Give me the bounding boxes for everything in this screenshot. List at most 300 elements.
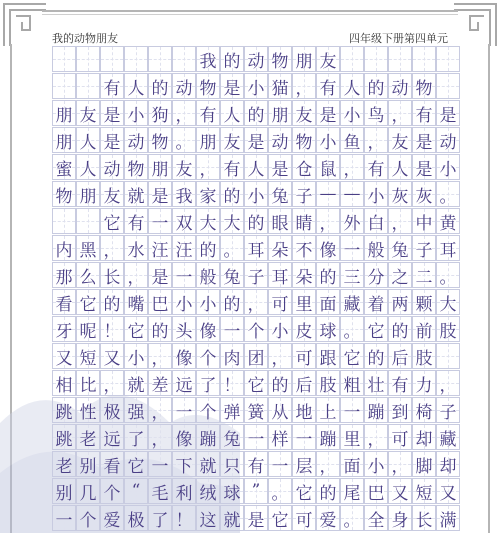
grid-cell — [100, 262, 124, 288]
grid-char: 小 — [247, 78, 265, 99]
grid-cell — [412, 235, 436, 261]
grid-cell — [436, 478, 460, 504]
grid-char: 到 — [391, 402, 409, 423]
grid-char: 的 — [103, 294, 121, 315]
grid-char: 跳 — [55, 402, 73, 423]
grid-cell — [388, 127, 412, 153]
grid-cell — [292, 316, 316, 342]
grid-char: 是 — [439, 105, 457, 126]
grid-cell — [340, 343, 364, 369]
grid-char: 我 — [199, 51, 217, 72]
grid-cell — [52, 451, 76, 477]
grid-cell — [364, 154, 388, 180]
grid-cell — [436, 73, 460, 99]
grid-char: 物 — [151, 132, 169, 153]
grid-cell — [364, 100, 388, 126]
grid-char: 着 — [367, 294, 385, 315]
grid-char: 友 — [223, 132, 241, 153]
grid-cell — [196, 316, 220, 342]
grid-char: 动 — [271, 132, 289, 153]
grid-char: 是 — [103, 105, 121, 126]
grid-cell — [196, 46, 220, 72]
grid-cell — [292, 154, 316, 180]
grid-cell — [220, 370, 244, 396]
grid-cell — [244, 478, 268, 504]
grid-char: 物 — [55, 186, 73, 207]
grid-char: 个 — [247, 321, 265, 342]
grid-cell — [388, 370, 412, 396]
grid-cell — [316, 505, 340, 531]
grid-char: 睛 — [295, 213, 313, 234]
grid-char: 鱼 — [343, 132, 361, 153]
grid-char: 是 — [151, 186, 169, 207]
grid-char: 。 — [223, 240, 241, 261]
grid-char: 的 — [367, 348, 385, 369]
grid-char: 蹦 — [319, 429, 337, 450]
grid-cell — [76, 100, 100, 126]
grid-char: 老 — [79, 429, 97, 450]
grid-cell — [196, 289, 220, 315]
grid-cell — [268, 100, 292, 126]
grid-char: 它 — [247, 375, 265, 396]
grid-cell — [220, 397, 244, 423]
grid-cell — [220, 181, 244, 207]
grid-cell — [124, 154, 148, 180]
grid-cell — [172, 478, 196, 504]
grid-char: 人 — [127, 78, 145, 99]
grid-char: 二 — [415, 267, 433, 288]
grid-cell — [220, 127, 244, 153]
grid-cell — [52, 397, 76, 423]
grid-cell — [172, 127, 196, 153]
grid-cell — [100, 397, 124, 423]
grid-char: ” — [251, 481, 261, 501]
grid-cell — [436, 316, 460, 342]
grid-cell — [76, 289, 100, 315]
grid-cell — [52, 127, 76, 153]
grid-char: 皮 — [295, 321, 313, 342]
grid-char: 毛 — [151, 483, 169, 504]
grid-cell — [76, 208, 100, 234]
grid-char: ！ — [103, 321, 121, 342]
grid-char: 耳 — [271, 267, 289, 288]
grid-char: 兔 — [391, 240, 409, 261]
grid-char: 满 — [439, 510, 457, 531]
grid-char: 颗 — [415, 294, 433, 315]
grid-cell — [340, 505, 364, 531]
grid-char: 相 — [55, 375, 73, 396]
grid-cell — [292, 208, 316, 234]
grid-char: 朋 — [199, 132, 217, 153]
grid-cell — [412, 154, 436, 180]
grid-cell — [124, 370, 148, 396]
grid-cell — [364, 262, 388, 288]
grid-char: 是 — [223, 78, 241, 99]
grid-cell — [412, 343, 436, 369]
grid-char: 是 — [103, 132, 121, 153]
grid-cell — [268, 316, 292, 342]
grid-char: 可 — [271, 294, 289, 315]
grid-char: 小 — [439, 159, 457, 180]
grid-char: 极 — [103, 402, 121, 423]
grid-char: ， — [295, 78, 313, 99]
grid-char: 绒 — [199, 483, 217, 504]
grid-cell — [220, 154, 244, 180]
grid-cell — [52, 370, 76, 396]
grid-cell — [196, 127, 220, 153]
grid-char: 却 — [415, 429, 433, 450]
grid-char: 不 — [295, 240, 313, 261]
grid-cell — [172, 370, 196, 396]
grid-cell — [436, 100, 460, 126]
grid-char: 有 — [103, 78, 121, 99]
grid-cell — [52, 100, 76, 126]
grid-cell — [316, 181, 340, 207]
grid-char: 小 — [319, 132, 337, 153]
grid-cell — [124, 289, 148, 315]
grid-char: 朋 — [79, 186, 97, 207]
grid-char: 全 — [367, 510, 385, 531]
grid-char: ！ — [175, 510, 193, 531]
grid-cell — [172, 73, 196, 99]
grid-cell — [172, 100, 196, 126]
grid-cell — [52, 262, 76, 288]
grid-char: 的 — [223, 294, 241, 315]
grid-char: 子 — [439, 402, 457, 423]
grid-char: 球 — [319, 321, 337, 342]
grid-cell — [364, 289, 388, 315]
grid-cell — [148, 235, 172, 261]
grid-cell — [364, 397, 388, 423]
grid-cell — [52, 208, 76, 234]
unit-label-header: 四年级下册第四单元 — [349, 32, 448, 45]
grid-cell — [244, 154, 268, 180]
grid-cell — [316, 46, 340, 72]
grid-char: 是 — [247, 132, 265, 153]
grid-char: ， — [343, 159, 361, 180]
grid-char: 这 — [199, 510, 217, 531]
grid-char: 个 — [103, 483, 121, 504]
grid-cell — [172, 289, 196, 315]
grid-char: 中 — [415, 213, 433, 234]
grid-char: 家 — [199, 186, 217, 207]
grid-cell — [436, 181, 460, 207]
grid-cell — [388, 73, 412, 99]
grid-cell — [268, 424, 292, 450]
grid-cell — [100, 208, 124, 234]
grid-cell — [148, 262, 172, 288]
grid-char: 个 — [79, 510, 97, 531]
grid-char: 。 — [439, 186, 457, 207]
grid-cell — [244, 46, 268, 72]
grid-char: 的 — [199, 240, 217, 261]
grid-char: 灰 — [391, 186, 409, 207]
grid-char: 仓 — [295, 159, 313, 180]
grid-cell — [124, 343, 148, 369]
grid-char: 又 — [439, 483, 457, 504]
writing-grid — [52, 46, 457, 533]
grid-char: ， — [151, 429, 169, 450]
grid-cell — [244, 262, 268, 288]
grid-cell — [388, 262, 412, 288]
grid-cell — [268, 46, 292, 72]
grid-char: 两 — [391, 294, 409, 315]
grid-cell — [268, 127, 292, 153]
grid-cell — [268, 235, 292, 261]
grid-char: 。 — [175, 132, 193, 153]
grid-char: 弹 — [223, 402, 241, 423]
grid-char: 椅 — [415, 402, 433, 423]
grid-cell — [124, 73, 148, 99]
grid-cell — [436, 235, 460, 261]
grid-cell — [100, 343, 124, 369]
grid-char: 像 — [319, 240, 337, 261]
grid-cell — [100, 100, 124, 126]
grid-char: 短 — [415, 483, 433, 504]
frame-top-line-inner — [42, 14, 458, 15]
grid-cell — [364, 505, 388, 531]
grid-cell — [292, 289, 316, 315]
grid-char: 性 — [79, 402, 97, 423]
grid-char: 么 — [79, 267, 97, 288]
grid-cell — [100, 73, 124, 99]
grid-cell — [220, 73, 244, 99]
grid-cell — [52, 424, 76, 450]
grid-char: 大 — [199, 213, 217, 234]
grid-char: 兔 — [271, 186, 289, 207]
grid-cell — [388, 424, 412, 450]
grid-char: ， — [391, 213, 409, 234]
grid-char: 肢 — [319, 375, 337, 396]
grid-cell — [316, 127, 340, 153]
grid-char: ， — [391, 105, 409, 126]
grid-cell — [100, 289, 124, 315]
grid-cell — [220, 235, 244, 261]
grid-cell — [52, 289, 76, 315]
grid-cell — [124, 208, 148, 234]
grid-cell — [388, 478, 412, 504]
grid-cell — [244, 100, 268, 126]
grid-cell — [76, 181, 100, 207]
grid-char: ， — [247, 294, 265, 315]
grid-cell — [148, 370, 172, 396]
grid-char: 猫 — [271, 78, 289, 99]
grid-char: 人 — [343, 78, 361, 99]
grid-cell — [76, 397, 100, 423]
grid-cell — [388, 316, 412, 342]
grid-cell — [364, 208, 388, 234]
grid-cell — [316, 73, 340, 99]
grid-char: 兔 — [223, 267, 241, 288]
grid-char: 动 — [127, 132, 145, 153]
grid-char: 就 — [199, 456, 217, 477]
grid-char: 的 — [319, 483, 337, 504]
grid-char: ， — [391, 456, 409, 477]
grid-char: 藏 — [439, 429, 457, 450]
grid-char: 藏 — [343, 294, 361, 315]
grid-cell — [244, 289, 268, 315]
grid-cell — [244, 181, 268, 207]
grid-char: 人 — [391, 159, 409, 180]
grid-cell — [364, 478, 388, 504]
grid-cell — [268, 154, 292, 180]
grid-cell — [388, 235, 412, 261]
grid-char: 物 — [295, 132, 313, 153]
grid-char: 友 — [175, 159, 193, 180]
grid-cell — [412, 505, 436, 531]
grid-char: 可 — [391, 429, 409, 450]
grid-cell — [76, 262, 100, 288]
grid-cell — [76, 235, 100, 261]
grid-cell — [172, 208, 196, 234]
grid-cell — [148, 100, 172, 126]
grid-char: 朵 — [295, 267, 313, 288]
grid-char: 肉 — [223, 348, 241, 369]
grid-cell — [148, 127, 172, 153]
grid-cell — [412, 451, 436, 477]
grid-cell — [100, 154, 124, 180]
grid-char: 耳 — [439, 240, 457, 261]
grid-cell — [316, 262, 340, 288]
grid-char: 有 — [391, 375, 409, 396]
grid-char: 物 — [271, 51, 289, 72]
grid-char: 三 — [343, 267, 361, 288]
grid-char: 鸟 — [367, 105, 385, 126]
grid-cell — [148, 478, 172, 504]
grid-char: 的 — [223, 51, 241, 72]
grid-char: 肢 — [439, 321, 457, 342]
grid-cell — [292, 343, 316, 369]
grid-char: 它 — [271, 510, 289, 531]
grid-cell — [340, 154, 364, 180]
grid-char: 身 — [391, 510, 409, 531]
grid-cell — [148, 181, 172, 207]
grid-char: 人 — [79, 159, 97, 180]
grid-cell — [268, 397, 292, 423]
grid-cell — [436, 46, 460, 72]
frame-corner-top-left — [0, 0, 46, 46]
grid-char: 动 — [439, 132, 457, 153]
grid-char: 了 — [199, 375, 217, 396]
grid-cell — [196, 154, 220, 180]
grid-cell — [292, 181, 316, 207]
grid-char: 狗 — [151, 105, 169, 126]
grid-cell — [172, 343, 196, 369]
grid-cell — [172, 424, 196, 450]
grid-cell — [76, 424, 100, 450]
grid-char: 友 — [103, 186, 121, 207]
grid-cell — [292, 505, 316, 531]
grid-cell — [76, 127, 100, 153]
grid-cell — [268, 478, 292, 504]
grid-cell — [316, 451, 340, 477]
grid-cell — [244, 73, 268, 99]
grid-cell — [244, 505, 268, 531]
grid-char: 的 — [247, 105, 265, 126]
grid-cell — [172, 235, 196, 261]
grid-char: 眼 — [271, 213, 289, 234]
frame-top-line — [42, 10, 458, 12]
grid-char: ， — [367, 429, 385, 450]
grid-cell — [292, 46, 316, 72]
grid-char: — — [319, 184, 337, 204]
grid-cell — [172, 316, 196, 342]
grid-char: 一 — [247, 429, 265, 450]
grid-cell — [364, 127, 388, 153]
grid-cell — [340, 397, 364, 423]
grid-char: 小 — [175, 294, 193, 315]
grid-char: 长 — [103, 267, 121, 288]
grid-char: 双 — [175, 213, 193, 234]
grid-cell — [412, 370, 436, 396]
grid-char: 有 — [127, 213, 145, 234]
grid-char: 力 — [415, 375, 433, 396]
grid-cell — [148, 397, 172, 423]
grid-char: 前 — [415, 321, 433, 342]
grid-cell — [196, 343, 220, 369]
grid-cell — [364, 316, 388, 342]
grid-char: 就 — [127, 186, 145, 207]
grid-cell — [388, 46, 412, 72]
grid-cell — [292, 262, 316, 288]
grid-char: 极 — [127, 510, 145, 531]
grid-cell — [52, 343, 76, 369]
grid-char: 个 — [199, 348, 217, 369]
grid-char: 是 — [319, 105, 337, 126]
grid-char: 友 — [79, 105, 97, 126]
grid-cell — [220, 478, 244, 504]
grid-cell — [124, 181, 148, 207]
grid-char: 小 — [343, 105, 361, 126]
grid-cell — [196, 451, 220, 477]
grid-cell — [436, 127, 460, 153]
grid-char: 后 — [295, 375, 313, 396]
grid-char: 白 — [367, 213, 385, 234]
grid-cell — [388, 343, 412, 369]
grid-cell — [220, 424, 244, 450]
grid-char: 的 — [391, 321, 409, 342]
grid-cell — [148, 208, 172, 234]
grid-char: 几 — [79, 483, 97, 504]
grid-char: 物 — [199, 78, 217, 99]
grid-cell — [52, 181, 76, 207]
grid-cell — [412, 181, 436, 207]
grid-char: 就 — [127, 375, 145, 396]
grid-cell — [412, 127, 436, 153]
grid-char: 它 — [295, 483, 313, 504]
grid-char: 它 — [367, 321, 385, 342]
grid-char: 远 — [103, 429, 121, 450]
grid-char: 的 — [367, 78, 385, 99]
grid-char: 朵 — [271, 240, 289, 261]
grid-cell — [220, 316, 244, 342]
grid-char: 内 — [55, 240, 73, 261]
grid-char: 壮 — [367, 375, 385, 396]
grid-char: 球 — [223, 483, 241, 504]
grid-cell — [244, 343, 268, 369]
grid-cell — [220, 289, 244, 315]
grid-char: 从 — [271, 402, 289, 423]
grid-char: ， — [319, 456, 337, 477]
grid-cell — [196, 235, 220, 261]
grid-cell — [76, 343, 100, 369]
grid-cell — [316, 343, 340, 369]
grid-cell — [364, 46, 388, 72]
grid-char: 里 — [295, 294, 313, 315]
grid-cell — [316, 316, 340, 342]
grid-char: 是 — [415, 132, 433, 153]
grid-char: 别 — [55, 483, 73, 504]
